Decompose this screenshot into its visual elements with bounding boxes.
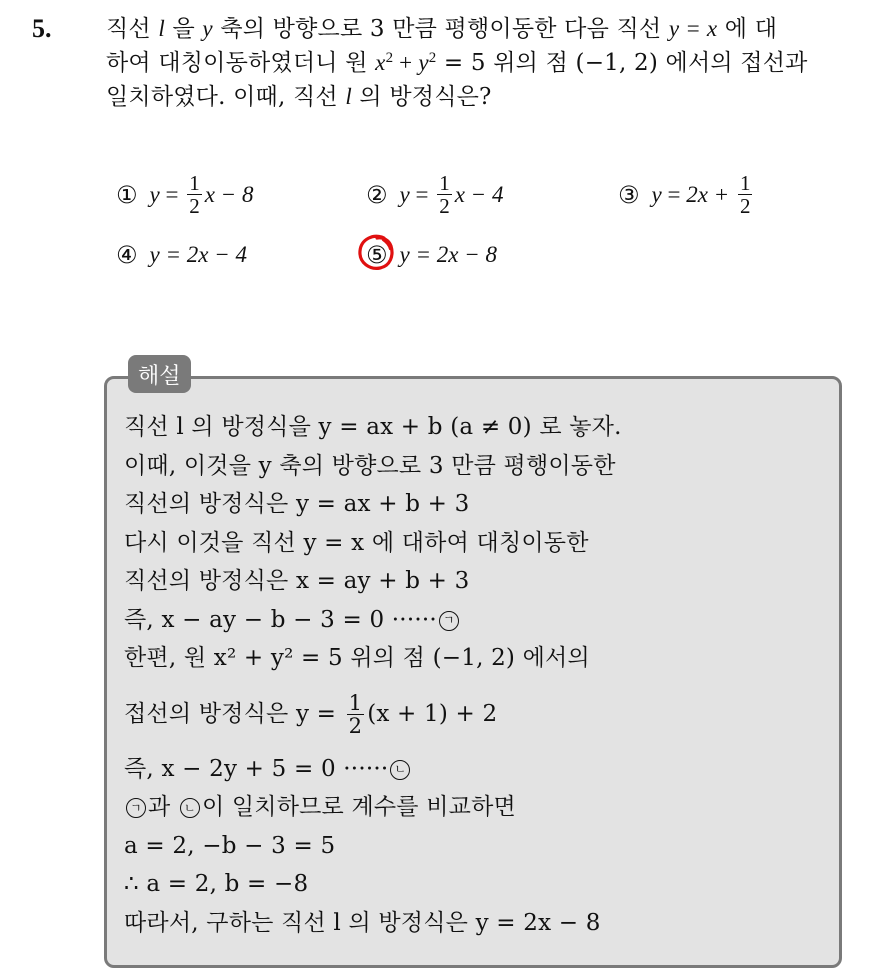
question-line-2 [106,46,866,80]
solution-tag: 해설 [128,355,191,393]
text: 과 [148,794,171,820]
fraction [738,172,753,217]
choice-number: ④ [116,241,138,269]
var-y: y [418,50,429,75]
text: 즉, x − 2y + 5 = 0 ······ [124,755,389,782]
solution-text [124,408,824,942]
circle-mark-2: ㄴ [390,760,410,780]
text: 하여 대칭이동하였더니 원 [106,50,376,76]
text: 의 방정식은? [351,84,492,110]
var-y: y [202,16,213,41]
choice-text: y = 2x − 4 [149,242,247,267]
fraction [347,692,365,737]
denominator: 2 [189,194,200,218]
numerator: 1 [348,691,363,715]
solution-line-5: 직선의 방정식은 x = ay + b + 3 [124,568,470,594]
solution-line-8 [124,678,824,750]
solution-line-10 [124,788,824,827]
circle-mark-2: ㄴ [180,798,200,818]
denominator: 2 [348,714,363,738]
text: 을 [164,16,203,42]
text: 에 대 [717,16,778,42]
question-line-1 [106,12,866,46]
text: 이 일치하므로 계수를 비교하면 [201,794,516,820]
text: 직선 [106,16,159,42]
numerator: 1 [189,171,200,195]
question-line-3 [106,80,866,114]
equals: = [409,181,435,207]
eq-y-x: y = x [668,16,718,41]
solution-line-7: 한편, 원 x² + y² = 5 위의 점 (−1, 2) 에서의 [124,645,590,671]
lhs: y [651,181,662,207]
lhs: y [149,181,160,207]
circle-mark-1: ㄱ [126,798,146,818]
numerator: 1 [739,171,751,195]
choice-4[interactable] [116,242,247,268]
text: = 5 위의 점 (−1, 2) 에서의 접선과 [436,50,808,76]
choice-number: ① [116,180,138,209]
choice-3[interactable] [618,172,755,217]
plus: + [393,50,419,75]
denominator: 2 [739,194,751,218]
lhs: y [399,181,410,207]
choice-5[interactable] [366,242,497,268]
choice-1[interactable] [116,172,253,217]
text: 즉, x − ay − b − 3 = 0 ······ [124,606,437,633]
solution-line-4: 다시 이것을 직선 y = x 에 대하여 대칭이동한 [124,529,589,556]
solution-line-11: a = 2, −b − 3 = 5 [124,832,336,859]
numerator: 1 [439,171,450,195]
rest: x − 8 [204,181,254,207]
solution-line-1: 직선 l 의 방정식을 y = ax + b (a ≠ 0) 로 놓자. [124,414,622,440]
question-text [106,12,866,114]
choice-text: y = 2x − 8 [399,242,497,267]
fraction [437,172,452,217]
var-x: x [375,50,386,75]
var-l: l [158,16,165,41]
solution-line-6 [124,601,824,640]
solution-line-3: 직선의 방정식은 y = ax + b + 3 [124,491,470,517]
denominator: 2 [439,194,450,218]
text: 일치하였다. 이때, 직선 [106,84,346,110]
choice-number: ⑤ [366,241,388,269]
var-l: l [345,84,352,109]
rest: x − 4 [454,181,504,207]
choice-number: ③ [618,180,640,209]
solution-line-2: 이때, 이것을 y 축의 방향으로 3 만큼 평행이동한 [124,452,616,479]
fraction [187,172,202,217]
choice-number: ② [366,180,388,209]
text: 축의 방향으로 3 만큼 평행이동한 다음 직선 [212,16,669,42]
circle-mark-1: ㄱ [439,611,459,631]
solution-line-12: ∴ a = 2, b = −8 [124,871,309,897]
text: (x + 1) + 2 [367,700,498,727]
text: 접선의 방정식은 y = [124,700,344,727]
equals: = [661,181,687,207]
equals: = [159,181,185,207]
exponent: 2 [385,49,394,66]
question-number: 5. [32,14,52,43]
pre: 2x + [686,181,735,207]
solution-line-9 [124,750,824,789]
exponent: 2 [428,49,437,66]
solution-line-13: 따라서, 구하는 직선 l 의 방정식은 y = 2x − 8 [124,909,601,936]
choice-2[interactable] [366,172,503,217]
